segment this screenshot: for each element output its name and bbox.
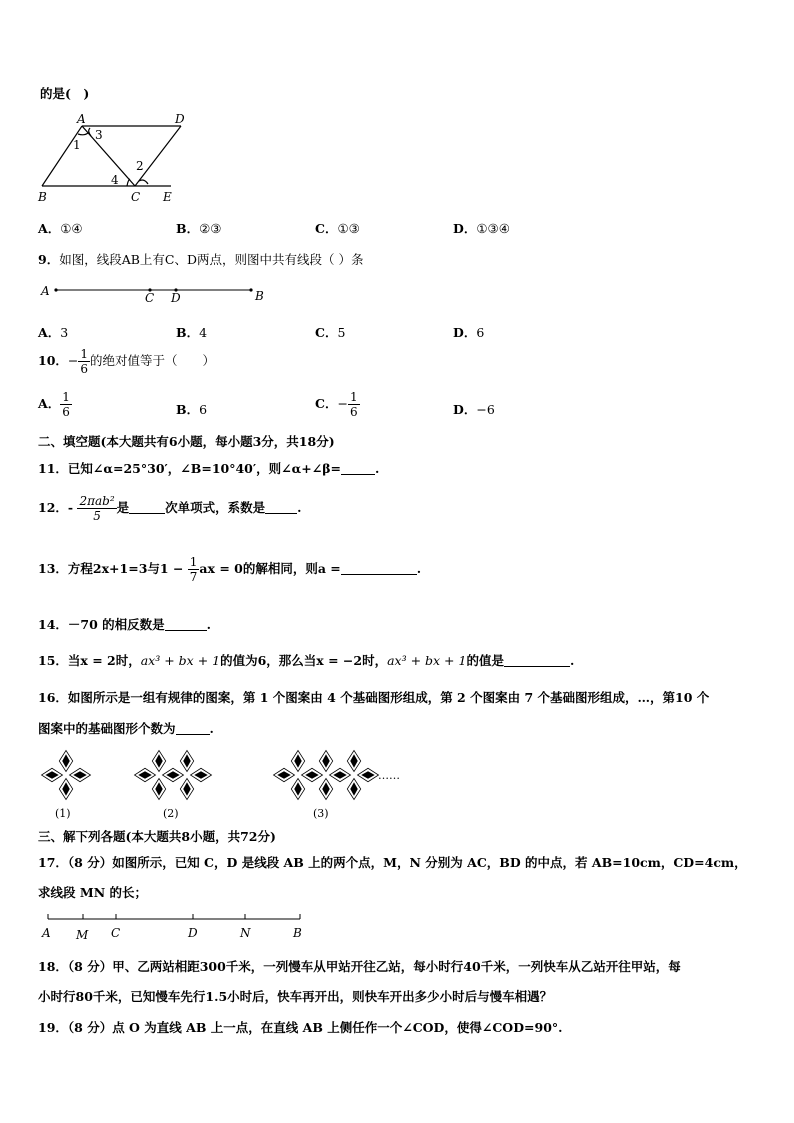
caption-1: (1)	[55, 807, 71, 820]
fraction: $\frac{1}{7}$	[189, 555, 198, 584]
angle-label-2: 2	[136, 159, 144, 173]
q15-question: 15．当x = 2时，ax³ + bx + 1的值为6，那么当x = −2时，ax³ + bx + 1的值是 .	[38, 653, 575, 668]
q16-line-1: 16．如图所示是一组有规律的图案，第 1 个图案由 4 个基础图形组成，第 2 个图案由 7 个基础图形组成，…，第10 个	[38, 690, 710, 705]
q18-line-2: 小时行80千米，已知慢车先行1.5小时后，快车再开出，则快车开出多少小时后与慢车相遇？	[38, 989, 553, 1004]
q10-option-c: C．− $\frac{1}{6}$	[315, 390, 358, 419]
petal-bottom	[59, 779, 73, 800]
petal-left	[42, 768, 63, 782]
q17-segment-figure	[38, 910, 308, 944]
q17-line-1: 17．（8 分）如图所示，已知 C，D 是线段 AB 上的两个点，M，N 分别为 AC，BD 的中点，若 AB=10cm，CD=4cm，	[38, 855, 747, 870]
q9-option-c: C．5	[315, 325, 346, 340]
q10-option-b: B．6	[176, 402, 208, 417]
segment-ab	[42, 126, 82, 186]
label-a: A	[42, 926, 51, 940]
answer-blank	[176, 721, 210, 735]
caption-2: (2)	[163, 807, 179, 820]
label-b: B	[293, 926, 302, 940]
petal-right	[70, 768, 91, 782]
label-d: D	[175, 112, 185, 126]
q9-option-a: A．3	[38, 325, 69, 340]
q8-parallelogram-figure	[35, 112, 185, 207]
label-b: B	[255, 289, 264, 303]
q19-question: 19．（8 分）点 O 为直线 AB 上一点，在直线 AB 上侧任作一个∠COD，使得∠COD=90°.	[38, 1020, 563, 1035]
label-d: D	[171, 291, 181, 305]
q8-option-c: C．①③	[315, 221, 360, 236]
angle-1-arc	[78, 133, 88, 135]
q10-option-a: A． $\frac{1}{6}$	[38, 390, 70, 419]
pattern-1	[42, 751, 91, 800]
q18-line-1: 18．（8 分）甲、乙两站相距300千米，一列慢车从甲站开往乙站，每小时行40千米，一列快车从乙站开往甲站，每	[38, 959, 681, 974]
q13-question: 13．方程2x+1=3与1 − $\frac{1}{7}$ ax = 0的解相同，则a = .	[38, 555, 422, 584]
q12-question: 12．- $\frac{\text{2πab²}}{5}$ 是 次单项式，系数是 .	[38, 494, 302, 523]
q16-pattern-figure	[35, 743, 405, 823]
q10-option-d: D．−6	[453, 402, 495, 417]
label-c: C	[145, 291, 155, 305]
label-a: A	[77, 112, 86, 126]
q11-question: 11．已知∠α=25°30′，∠B=10°40′，则∠α+∠β= .	[38, 461, 380, 476]
label-c: C	[111, 926, 121, 940]
label-m: M	[76, 928, 89, 942]
label-a: A	[41, 284, 50, 298]
q14-question: 14．－70 的相反数是 .	[38, 617, 212, 632]
fraction: $\frac{1}{6}$	[80, 347, 89, 376]
angle-2-arc	[139, 180, 148, 184]
ellipsis: ……	[378, 769, 400, 782]
label-b: B	[38, 190, 47, 204]
answer-blank	[504, 653, 570, 667]
q8-option-d: D．①③④	[453, 221, 510, 236]
angle-label-4: 4	[111, 173, 119, 187]
q9-option-d: D．6	[453, 325, 485, 340]
q8-option-a: A．①④	[38, 221, 83, 236]
answer-blank	[341, 461, 375, 475]
answer-blank-1	[129, 500, 165, 514]
q9-question: 9．如图，线段AB上有C、D两点，则图中共有线段（ ）条	[38, 252, 364, 267]
angle-4-arc	[127, 179, 130, 186]
pattern-3	[274, 751, 379, 800]
answer-blank	[165, 617, 207, 631]
fraction: $\frac{\text{2πab²}}{5}$	[79, 494, 115, 523]
section-2-title: 二、填空题(本大题共有6小题，每小题3分，共18分)	[38, 434, 335, 449]
caption-3: (3)	[313, 807, 329, 820]
q10-question: 10．− $\frac{1}{6}$ 的绝对值等于（ ）	[38, 347, 216, 376]
label-e: E	[163, 190, 172, 204]
section-3-title: 三、解下列各题(本大题共8小题，共72分)	[38, 829, 276, 844]
angle-label-1: 1	[73, 138, 81, 152]
q8-option-b: B．②③	[176, 221, 222, 236]
label-d: D	[188, 926, 198, 940]
answer-blank	[341, 561, 417, 575]
label-n: N	[240, 926, 251, 940]
q9-segment-figure	[38, 280, 278, 306]
label-c: C	[131, 190, 141, 204]
petal-top	[59, 751, 73, 772]
q9-option-b: B．4	[176, 325, 208, 340]
pattern-2	[135, 751, 212, 800]
answer-blank-2	[265, 500, 297, 514]
q16-line-2: 图案中的基础图形个数为 .	[38, 721, 214, 736]
q17-line-2: 求线段 MN 的长；	[38, 885, 147, 900]
segment-dc	[135, 126, 181, 186]
angle-label-3: 3	[95, 128, 103, 142]
q8-stem-tail: 的是( )	[40, 86, 90, 101]
